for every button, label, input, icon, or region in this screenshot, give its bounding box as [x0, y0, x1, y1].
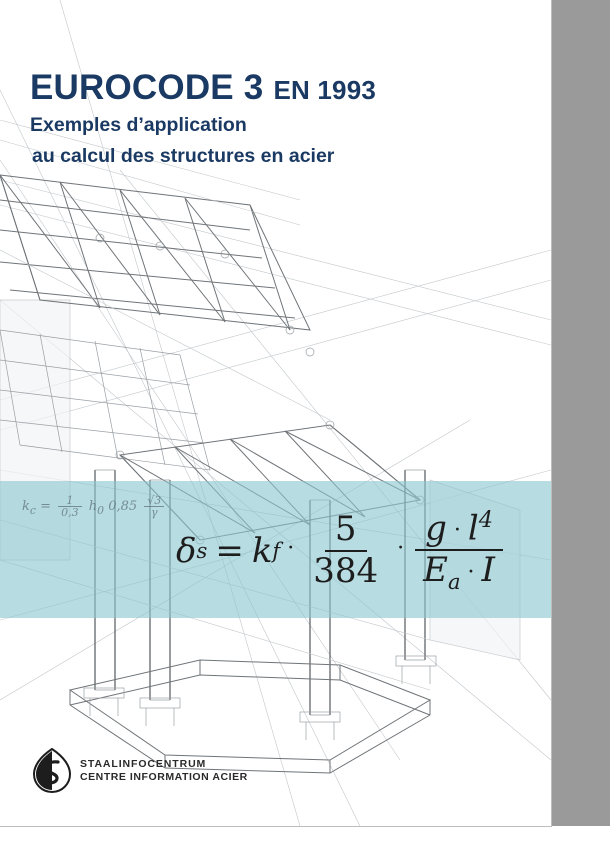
publisher-name — [80, 758, 248, 784]
formula-num-dot: · — [453, 518, 461, 544]
formula-frac2-denominator — [413, 551, 505, 593]
standard-code: EN 1993 — [273, 75, 377, 105]
formula-g: g — [425, 508, 447, 549]
formula-frac1-denominator: 384 — [313, 550, 379, 591]
formula-frac2-numerator — [415, 509, 503, 551]
page-title: EUROCODE 3 — [30, 68, 264, 107]
bg-formula-term-2: h — [88, 499, 98, 515]
formula-l: l — [467, 508, 479, 549]
staalinfocentrum-logo-icon — [32, 748, 72, 794]
formula-dot-2: · — [397, 536, 405, 562]
formula-E: E — [423, 550, 448, 591]
main-formula — [176, 509, 507, 593]
background-right-band — [549, 0, 610, 864]
formula-delta: δ — [176, 530, 197, 571]
bg-frac1-numerator: 1 — [58, 495, 82, 507]
publisher-name-line-2: CENTRE INFORMATION ACIER — [80, 771, 248, 783]
bg-frac1-denominator: 0,3 — [61, 506, 79, 520]
formula-fraction-1 — [303, 509, 388, 591]
formula-highlight-band — [0, 481, 551, 618]
bg-formula-term-2-sub: 0 — [97, 503, 105, 517]
title-row — [30, 70, 500, 107]
formula-E-sub: a — [447, 568, 461, 594]
background-bottom-band — [0, 826, 610, 864]
formula-k: k — [251, 530, 273, 571]
bg-formula-lhs-sub: c — [29, 503, 36, 517]
bg-formula-lhs: k — [22, 499, 30, 515]
bg-formula-fraction-1 — [58, 495, 82, 518]
formula-k-sub: f — [272, 538, 281, 564]
formula-den-dot: · — [467, 560, 475, 586]
formula-dot-1: · — [287, 536, 295, 562]
bg-frac2-denominator: γ — [151, 506, 158, 520]
formula-l-exponent: 4 — [478, 507, 494, 533]
publisher-name-line-1: STAALINFOCENTRUM — [80, 757, 207, 770]
background-formula — [22, 495, 167, 518]
formula-I: I — [481, 550, 495, 591]
bg-formula-term-3: 0,85 — [108, 499, 138, 515]
bg-formula-equals: = — [40, 499, 52, 515]
publisher-logo-block — [32, 748, 248, 794]
formula-delta-sub: s — [196, 538, 208, 564]
bg-formula-fraction-2 — [144, 495, 164, 518]
formula-fraction-2 — [413, 509, 505, 593]
subtitle-line-1: Exemples d’application — [30, 113, 247, 136]
cover-title-block — [30, 70, 500, 170]
formula-frac1-numerator: 5 — [325, 512, 367, 552]
subtitle-line-2: au calcul des structures en acier — [32, 145, 335, 168]
bg-frac2-numerator: √3 — [144, 495, 164, 507]
formula-equals: = — [215, 530, 244, 571]
